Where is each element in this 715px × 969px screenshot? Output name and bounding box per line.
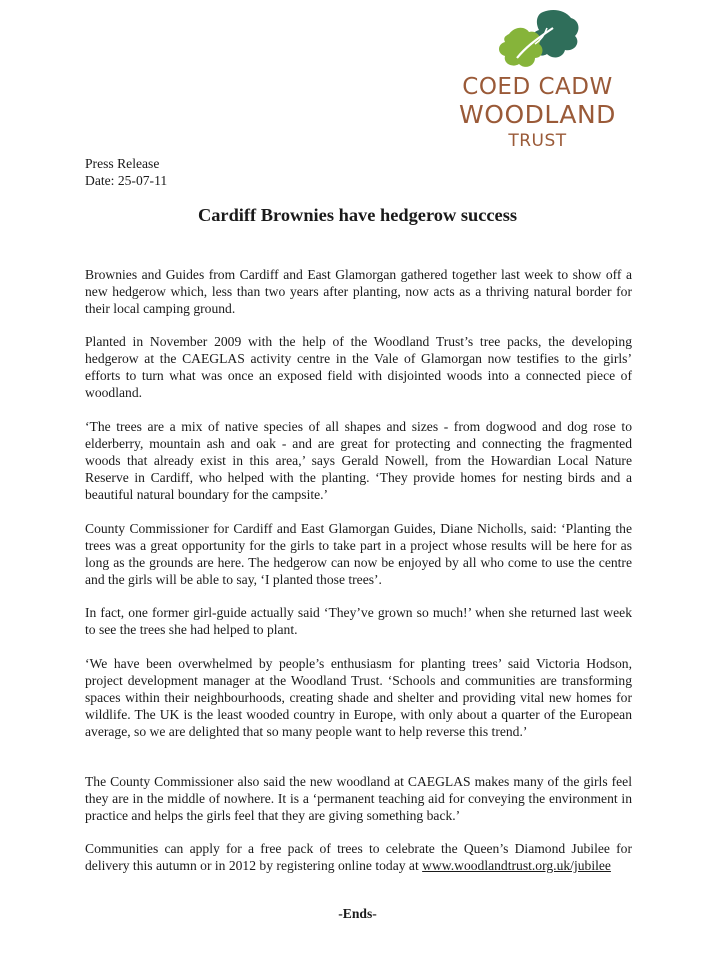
paragraph: ‘The trees are a mix of native species of all shapes and sizes - from dogwood and dog rose to elderberry, mountain ash and oak - and are great for protecting and connecting the fragmented woods that already exist in this area,’ says Gerald Nowell, from the Howardian Local Nature Reserve in Cardiff, who helped with the planting. ‘They provide homes for nesting birds and a beautiful natural boundary for the campsite.’ (85, 419, 632, 502)
woodland-trust-logo (450, 8, 625, 158)
release-meta (85, 155, 167, 189)
paragraph: The County Commissioner also said the new woodland at CAEGLAS makes many of the girls feel they are in the middle of nowhere. It is a ‘permanent teaching aid for conveying the environment in practice and helps the girls feel that they are giving something back.’ (85, 774, 632, 823)
logo-text-woodland: WOODLAND (459, 100, 616, 129)
release-date: Date: 25-07-11 (85, 173, 168, 188)
page-title: Cardiff Brownies have hedgerow success (197, 205, 518, 225)
paragraph: County Commissioner for Cardiff and East Glamorgan Guides, Diane Nicholls, said: ‘Planting the trees was a great opportunity for the girls to take part in a project whose results will be here for as long as the grounds are here. The hedgerow can now be enjoyed by all who come to use the centre and the girls will be able to say, ‘I planted those trees’. (85, 521, 632, 587)
logo-text-coed-cadw: COED CADW (462, 74, 613, 100)
closing-text: Communities can apply for a free pack of trees to celebrate the Queen’s Diamond Jubilee for delivery this autumn or in 2012 by registering online today at (85, 841, 632, 873)
paragraph: ‘We have been overwhelmed by people’s enthusiasm for planting trees’ said Victoria Hodson, project development manager at the Woodland Trust. ‘Schools and communities are transforming spaces within their neighbourhoods, creating shade and shelter and providing vital new homes for wildlife. The UK is the least wooded country in Europe, with only about a quarter of the European average, so we are delighted that so many people want to help reverse this trend.’ (85, 656, 632, 739)
paragraph: Brownies and Guides from Cardiff and East Glamorgan gathered together last week to show off a new hedgerow which, less than two years after planting, now acts as a thriving natural border for their local camping ground. (85, 267, 632, 316)
paragraph: Planted in November 2009 with the help of the Woodland Trust’s tree packs, the developing hedgerow at the CAEGLAS activity centre in the Vale of Glamorgan now testifies to the girls’ efforts to turn what was once an exposed field with disjointed woods into a connected piece of woodland. (85, 334, 632, 400)
closing-paragraph (85, 840, 632, 874)
paragraph: In fact, one former girl-guide actually said ‘They’ve grown so much!’ when she returned last week to see the trees she had helped to plant. (85, 605, 632, 637)
oak-leaves-icon (495, 8, 581, 72)
ends-marker: -Ends- (338, 906, 377, 921)
press-release-label: Press Release (85, 156, 160, 171)
jubilee-link[interactable]: www.woodlandtrust.org.uk/jubilee (422, 858, 611, 873)
logo-text-trust: TRUST (508, 131, 567, 151)
